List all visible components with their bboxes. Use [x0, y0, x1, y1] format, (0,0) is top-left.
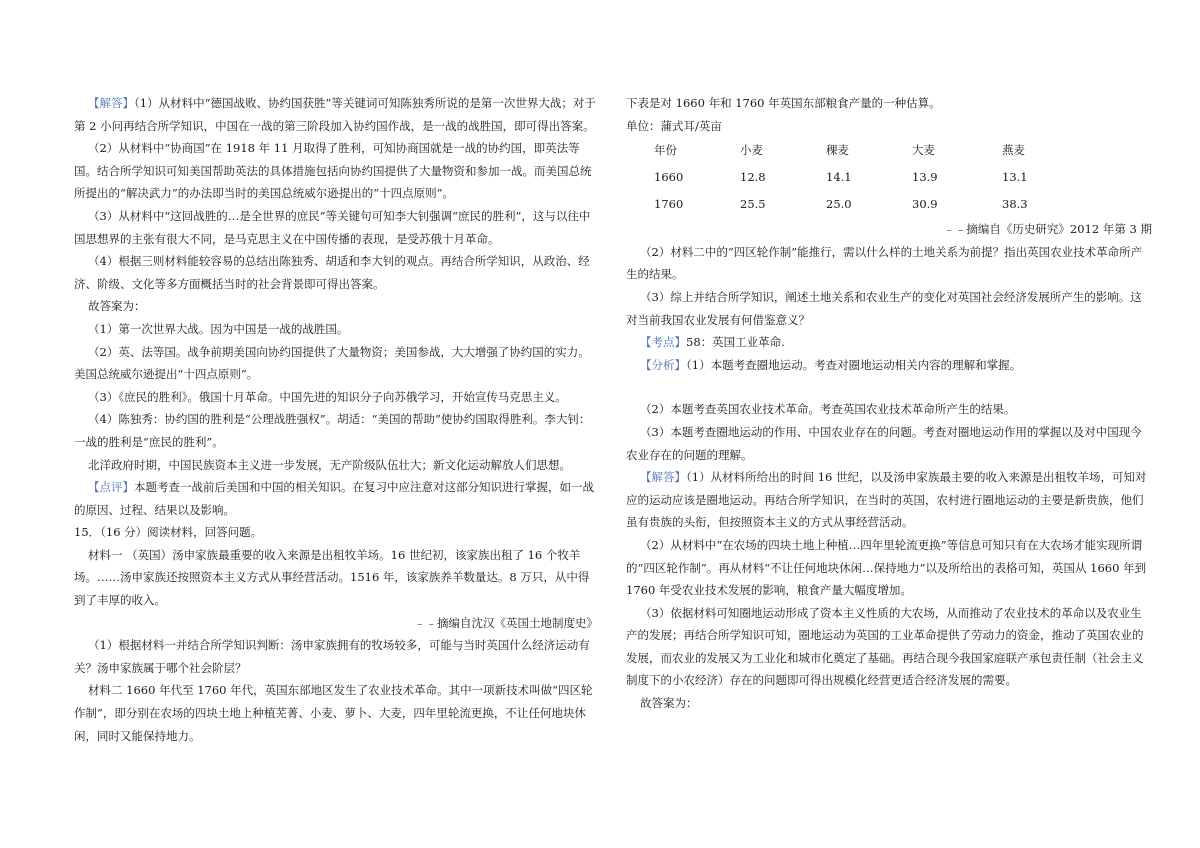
key-item-5: 北洋政府时期，中国民族资本主义进一步发展，无产阶级队伍壮大；新文化运动解放人们思想。 [88, 457, 571, 472]
analysis-paragraph [626, 354, 1152, 377]
blank-line [626, 376, 1152, 398]
key-title: 故答案为： [640, 696, 698, 711]
table-cell: 38.3 [1002, 197, 1028, 212]
table-source: ﹣﹣摘编自《历史研究》2012 年第 3 期 [943, 222, 1152, 237]
key-title: 故答案为： [88, 299, 146, 314]
question-15-title: 15．（16 分）阅读材料，回答问题。 [74, 525, 263, 540]
material-1-source: ﹣﹣摘编自沈汉《英国土地制度史》 [414, 615, 598, 630]
answer-paragraph-2: （2）从材料中“在农场的四块土地上种植…四年里轮流更换”等信息可知只有在大农场才能实现所谓的“四区轮作制”。再从材料“不让任何地块休闲…保持地力”以及所给出的表格可知，英国从 1660 年到 1760 年受农业技术发展的影响，粮食产量大幅度增加。 [626, 537, 1147, 598]
review-text: 本题考查一战前后美国和中国的相关知识。在复习中应注意对这部分知识进行掌握，如一战的原因、过程、结果以及影响。 [74, 480, 594, 517]
table-cell: 12.8 [740, 170, 766, 185]
point-text: 58：英国工业革命. [686, 335, 785, 350]
table-cell: 25.5 [740, 197, 766, 212]
point-paragraph [626, 331, 1152, 354]
answer-paragraph-2: （2）从材料中“协商国”在 1918 年 11 月取得了胜利，可知协商国就是一战的协约国，即英法等国。结合所学知识可知美国帮助英法的具体措施包括向协约国提供了大量物资和参加一战。而美国总统所提出的“解决武力”的办法即当时的美国总统威尔逊提出的“十四点原则”。 [74, 141, 592, 201]
analysis-tag: 【分析】 [640, 357, 686, 372]
table-row [654, 164, 1072, 191]
answer-text: （1）从材料所给出的时间 16 世纪，以及汤申家族最主要的收入来源是出租牧羊场，可知对应的运动应该是圈地运动。再结合所学知识，在当时的英国，农村进行圈地运动的主要是新贵族，他们虽有贵族的头衔，但按照资本主义的方式从事经营活动。 [626, 470, 1147, 530]
answer-tag: 【解答】 [640, 470, 686, 485]
key-item-2: （2）英、法等国。战争前期美国向协约国提供了大量物资；美国参战，大大增强了协约国的实力。美国总统威尔逊提出“十四点原则”。 [74, 344, 590, 382]
key-item-1: （1）第一次世界大战。因为中国是一战的战胜国。 [88, 321, 349, 336]
table-header: 燕麦 [1002, 143, 1025, 158]
answer-paragraph-1 [74, 92, 598, 137]
table-header: 年份 [654, 143, 677, 158]
point-tag: 【考点】 [640, 335, 686, 350]
answer-tag: 【解答】 [88, 96, 134, 110]
right-column [626, 92, 1152, 715]
material-1: 材料一 （英国）汤申家族最重要的收入来源是出租牧羊场。16 世纪初，该家族出租了 16 个牧羊场。……汤申家族还按照资本主义方式从事经营活动。1516 年，该家族养羊数量达。8 万只，从中得到了丰厚的收入。 [74, 547, 590, 608]
table-unit: 单位：蒲式耳/英亩 [626, 118, 722, 133]
grain-yield-table [654, 137, 1072, 218]
table-cell: 30.9 [912, 197, 938, 212]
answer-paragraph-4: （4）根据三则材料能较容易的总结出陈独秀、胡适和李大钊的观点。再结合所学知识，从政治、经济、阶级、文化等多方面概括当时的社会背景即可得出答案。 [74, 254, 590, 291]
left-column [74, 92, 598, 747]
table-cell: 13.1 [1002, 170, 1028, 185]
table-cell: 1660 [654, 170, 684, 185]
material-2: 材料二 1660 年代至 1760 年代，英国东部地区发生了农业技术革命。其中一项新技术叫做“四区轮作制”，即分别在农场的四块土地上种植芜菁、小麦、萝卜、大麦，四年里轮流更换，不让任何地块休闲，同时又能保持地力。 [74, 683, 593, 743]
key-item-4: （4）陈独秀：协约国的胜利是“公理战胜强权”。胡适：“美国的帮助”使协约国取得胜利。李大钊：一战的胜利是“庶民的胜利”。 [74, 412, 591, 449]
table-intro: 下表是对 1660 年和 1760 年英国东部粮食产量的一种估算。 [626, 96, 941, 110]
analysis-paragraph-2: （2）本题考查英国农业技术革命。考查英国农业技术革命所产生的结果。 [640, 402, 1016, 417]
question-2: （2）材料二中的“四区轮作制”能推行，需以什么样的土地关系为前提？指出英国农业技术革命所产生的结果。 [626, 244, 1143, 282]
table-header-row [654, 137, 1072, 164]
answer-paragraph-3: （3）依据材料可知圈地运动形成了资本主义性质的大农场，从而推动了农业技术的革命以及农业生产的发展；再结合所学知识可知，圈地运动为英国的工业革命提供了劳动力的资金，推动了英国农业的发展，而农业的发展又为工业化和城市化奠定了基础。再结合现今我国家庭联产承包责任制（社会主义制度下的小农经济）存在的问题即可得出规模化经营更适合经济发展的需要。 [626, 605, 1144, 688]
table-cell: 25.0 [826, 197, 852, 212]
question-1: （1）根据材料一并结合所学知识判断：汤申家族拥有的牧场较多，可能与当时英国什么经济运动有关？汤申家族属于哪个社会阶层？ [74, 638, 590, 675]
answer-paragraph-3: （3）从材料中“这回战胜的…是全世界的庶民”等关键句可知李大钊强调“庶民的胜利”，这与以往中国思想界的主张有很大不同，是马克思主义在中国传播的表现，是受苏俄十月革命。 [74, 208, 591, 246]
key-item-3: （3）《庶民的胜利》。俄国十月革命。中国先进的知识分子向苏俄学习，开始宣传马克思主义。 [88, 389, 567, 404]
table-cell: 1760 [654, 197, 684, 212]
answer-paragraph-1 [626, 466, 1152, 534]
review-paragraph [74, 476, 598, 521]
analysis-paragraph-3: （3）本题考查圈地运动的作用、中国农业存在的问题。考查对圈地运动作用的掌握以及对中国现今农业存在的问题的理解。 [626, 424, 1142, 462]
table-header: 小麦 [740, 143, 763, 158]
table-header: 大麦 [912, 143, 935, 158]
review-tag: 【点评】 [88, 480, 134, 495]
analysis-text: （1）本题考查圈地运动。考查对圈地运动相关内容的理解和掌握。 [686, 357, 1022, 372]
answer-text: （1）从材料中“德国战败、协约国获胜”等关键词可知陈独秀所说的是第一次世界大战；对于第 2 小问再结合所学知识，中国在一战的第三阶段加入协约国作战，是一战的战胜国，即可得出答案。 [74, 96, 596, 133]
table-cell: 14.1 [826, 170, 852, 185]
table-row [654, 191, 1072, 218]
table-cell: 13.9 [912, 170, 938, 185]
table-header: 稞麦 [826, 143, 849, 158]
question-3: （3）综上并结合所学知识，阐述土地关系和农业生产的变化对英国社会经济发展所产生的影响。这对当前我国农业发展有何借鉴意义？ [626, 289, 1142, 327]
